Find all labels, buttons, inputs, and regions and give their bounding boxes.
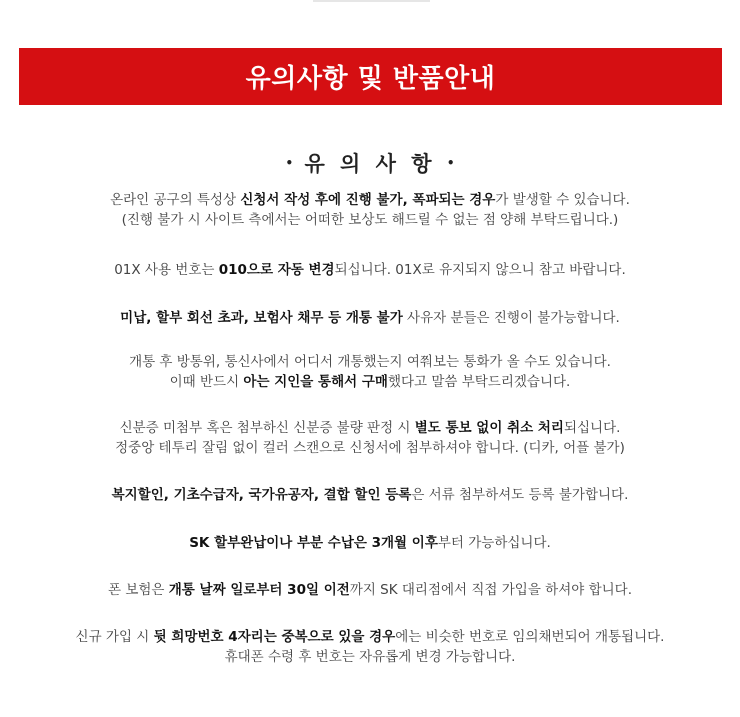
notice-text: 개통 후 방통위, 통신사에서 어디서 개통했는지 여쭤보는 통화가 올 수도 있습니다. [129, 354, 611, 370]
notice-emphasis: 아는 지인을 통해서 구매 [243, 374, 388, 390]
section-heading [0, 148, 740, 178]
notice-text: (진행 불가 시 사이트 측에서는 어떠한 보상도 해드릴 수 없는 점 양해 부탁드립니다.) [121, 212, 619, 228]
bullet-icon: • [446, 156, 455, 170]
notice-emphasis: 신청서 작성 후에 진행 불가, 폭파되는 경우 [240, 192, 496, 208]
notice-text: 폰 보험은 [108, 582, 169, 598]
notice-text: 되십니다. [563, 420, 621, 436]
notice-text: 에는 비슷한 번호로 임의채번되어 개통됩니다. [395, 629, 665, 645]
notice-emphasis: SK 할부완납이나 부분 수납은 3개월 이후 [189, 535, 438, 551]
page-title: 유의사항 및 반품안내 [245, 64, 496, 94]
notice-line [0, 485, 740, 505]
notice-text: 온라인 공구의 특성상 [110, 192, 241, 208]
notice-line [0, 627, 740, 647]
notice-item [0, 352, 740, 392]
notice-item [0, 485, 740, 505]
notice-line [0, 533, 740, 553]
notice-text: 했다고 말씀 부탁드리겠습니다. [387, 374, 571, 390]
notice-line [0, 260, 740, 280]
notice-text: 사유자 분들은 진행이 불가능합니다. [402, 310, 620, 326]
notice-line [0, 647, 740, 667]
notice-text: 이때 반드시 [169, 374, 244, 390]
notice-emphasis: 별도 통보 없이 취소 처리 [414, 420, 564, 436]
notice-line [0, 190, 740, 210]
notice-text: 신분증 미첨부 혹은 첨부하신 신분증 불량 판정 시 [119, 420, 415, 436]
notice-item [0, 260, 740, 280]
notice-text: 01X 사용 번호는 [114, 262, 219, 278]
notice-item [0, 580, 740, 600]
notice-line [0, 418, 740, 438]
notice-text: 휴대폰 수령 후 번호는 자유롭게 변경 가능합니다. [224, 649, 516, 665]
notice-line [0, 352, 740, 372]
notice-text: 되십니다. 01X로 유지되지 않으니 참고 바랍니다. [334, 262, 626, 278]
notice-item [0, 308, 740, 328]
notice-text: 정중앙 테투리 잘림 없이 컬러 스캔으로 신청서에 첨부하셔야 합니다. (디카, 어플 불가) [115, 440, 625, 456]
section-title-text: 유 의 사 항 [304, 152, 436, 176]
notice-emphasis: 뒷 희망번호 4자리는 중복으로 있을 경우 [153, 629, 396, 645]
notice-item [0, 533, 740, 553]
bullet-icon: • [285, 156, 294, 170]
notice-item [0, 190, 740, 230]
notice-emphasis: 010으로 자동 변경 [218, 262, 335, 278]
notice-line [0, 308, 740, 328]
notice-text: 가 발생할 수 있습니다. [495, 192, 630, 208]
notice-item [0, 418, 740, 458]
notice-line [0, 210, 740, 230]
notice-emphasis: 복지할인, 기초수급자, 국가유공자, 결합 할인 등록 [111, 487, 412, 503]
notice-line [0, 438, 740, 458]
notice-line [0, 580, 740, 600]
notice-text: 까지 SK 대리점에서 직접 가입을 하셔야 합니다. [349, 582, 632, 598]
notice-text: 부터 가능하십니다. [437, 535, 551, 551]
title-banner [19, 48, 722, 105]
top-divider [313, 0, 430, 2]
notice-text: 신규 가입 시 [75, 629, 154, 645]
notice-emphasis: 개통 날짜 일로부터 30일 이전 [168, 582, 350, 598]
notice-item [0, 627, 740, 667]
notice-text: 은 서류 첨부하셔도 등록 불가합니다. [411, 487, 629, 503]
notice-emphasis: 미납, 할부 회선 초과, 보험사 채무 등 개통 불가 [120, 310, 403, 326]
notice-line [0, 372, 740, 392]
